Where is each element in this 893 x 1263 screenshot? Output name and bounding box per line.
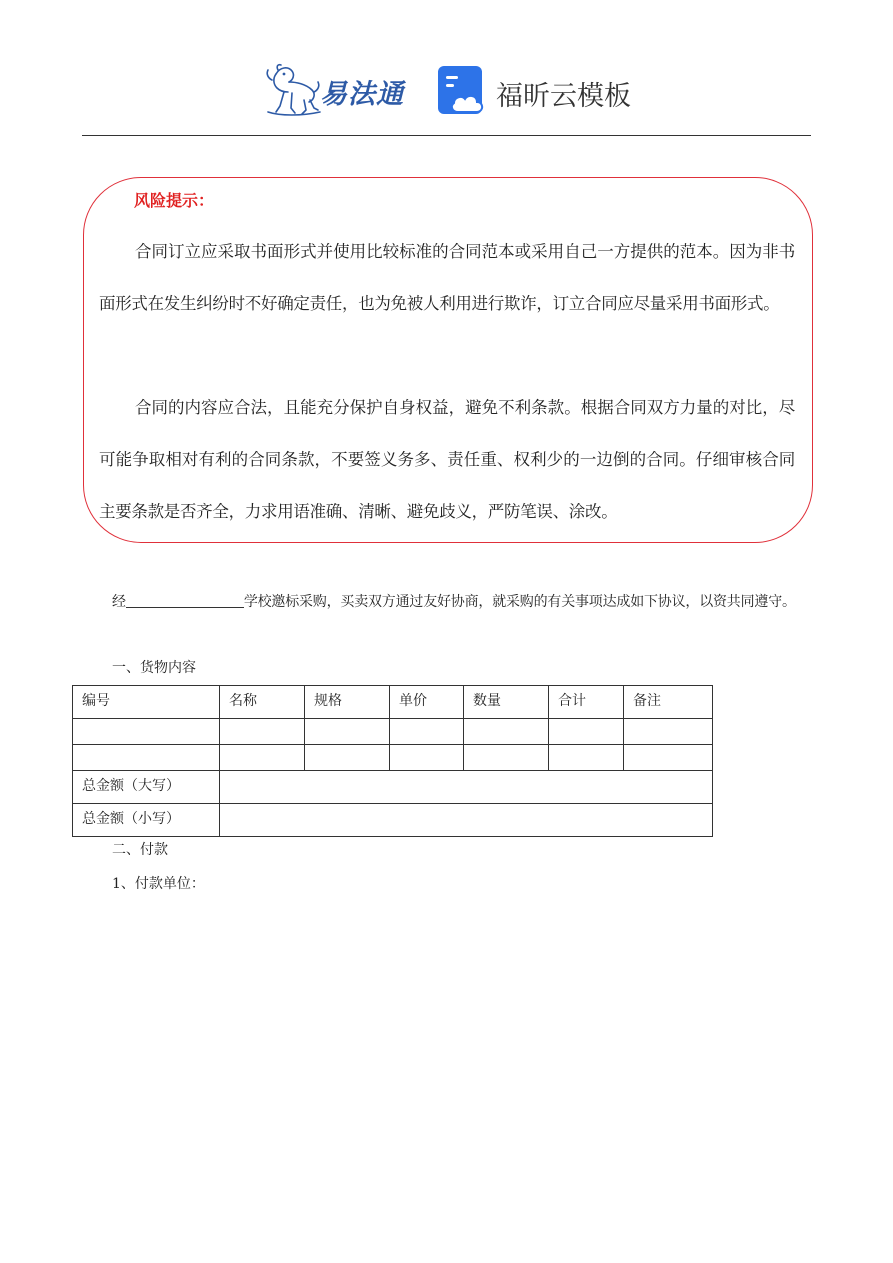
table-cell [73, 719, 220, 745]
table-cell [305, 745, 390, 771]
risk-notice-title: 风险提示： [134, 191, 215, 210]
foxit-template-logo-text: 福昕云模板 [496, 81, 631, 112]
table-cell [549, 745, 624, 771]
section-payment-heading: 二、付款 [112, 842, 168, 858]
table-row [73, 719, 713, 745]
contract-intro [82, 585, 811, 619]
total-upper-value [220, 771, 713, 804]
total-lower-row [73, 804, 713, 837]
intro-suffix: 学校邀标采购，买卖双方通过友好协商，就采购的有关事项达成如下协议，以资共同遵守。 [243, 594, 796, 610]
header-cell-spec: 规格 [305, 686, 390, 719]
table-cell [220, 719, 305, 745]
goods-table [72, 685, 713, 837]
table-cell [390, 745, 464, 771]
header-cell-total: 合计 [549, 686, 624, 719]
foxit-template-logo [436, 64, 636, 118]
table-header-row [73, 686, 713, 719]
table-cell [220, 745, 305, 771]
cloud-document-icon [436, 64, 490, 118]
header-cell-quantity: 数量 [464, 686, 549, 719]
table-cell [305, 719, 390, 745]
table-cell [549, 719, 624, 745]
total-upper-label: 总金额（大写） [73, 771, 220, 804]
table-cell [390, 719, 464, 745]
table-cell [624, 719, 713, 745]
yifatong-logo [262, 62, 414, 118]
horse-icon [262, 62, 322, 118]
header-cell-unit-price: 单价 [390, 686, 464, 719]
yifatong-logo-text: 易法通 [320, 79, 404, 110]
table-cell [464, 719, 549, 745]
risk-notice-paragraph-2: 合同的内容应合法，且能充分保护自身权益，避免不利条款。根据合同双方力量的对比，尽可能争取相对有利的合同条款，不要签义务多、责任重、权利少的一边倒的合同。仔细审核合同主要条款是否齐全，力求用语准确、清晰、避免歧义，严防笔误、涂改。 [99, 398, 795, 521]
total-lower-label: 总金额（小写） [73, 804, 220, 837]
school-name-blank [126, 593, 244, 608]
risk-notice-paragraph-1: 合同订立应采取书面形式并使用比较标准的合同范本或采用自己一方提供的范本。因为非书面形式在发生纠纷时不好确定责任，也为免被人利用进行欺诈，订立合同应尽量采用书面形式。 [99, 242, 795, 313]
header-cell-remarks: 备注 [624, 686, 713, 719]
header-cell-number: 编号 [73, 686, 220, 719]
intro-prefix: 经 [112, 594, 126, 610]
page-header [0, 58, 893, 124]
header-divider [82, 135, 811, 136]
total-lower-value [220, 804, 713, 837]
table-cell [624, 745, 713, 771]
table-cell [464, 745, 549, 771]
table-cell [73, 745, 220, 771]
payment-unit-item: 1、付款单位： [112, 876, 205, 892]
table-row [73, 745, 713, 771]
total-upper-row [73, 771, 713, 804]
header-cell-name: 名称 [220, 686, 305, 719]
section-goods-heading: 一、货物内容 [112, 660, 196, 676]
